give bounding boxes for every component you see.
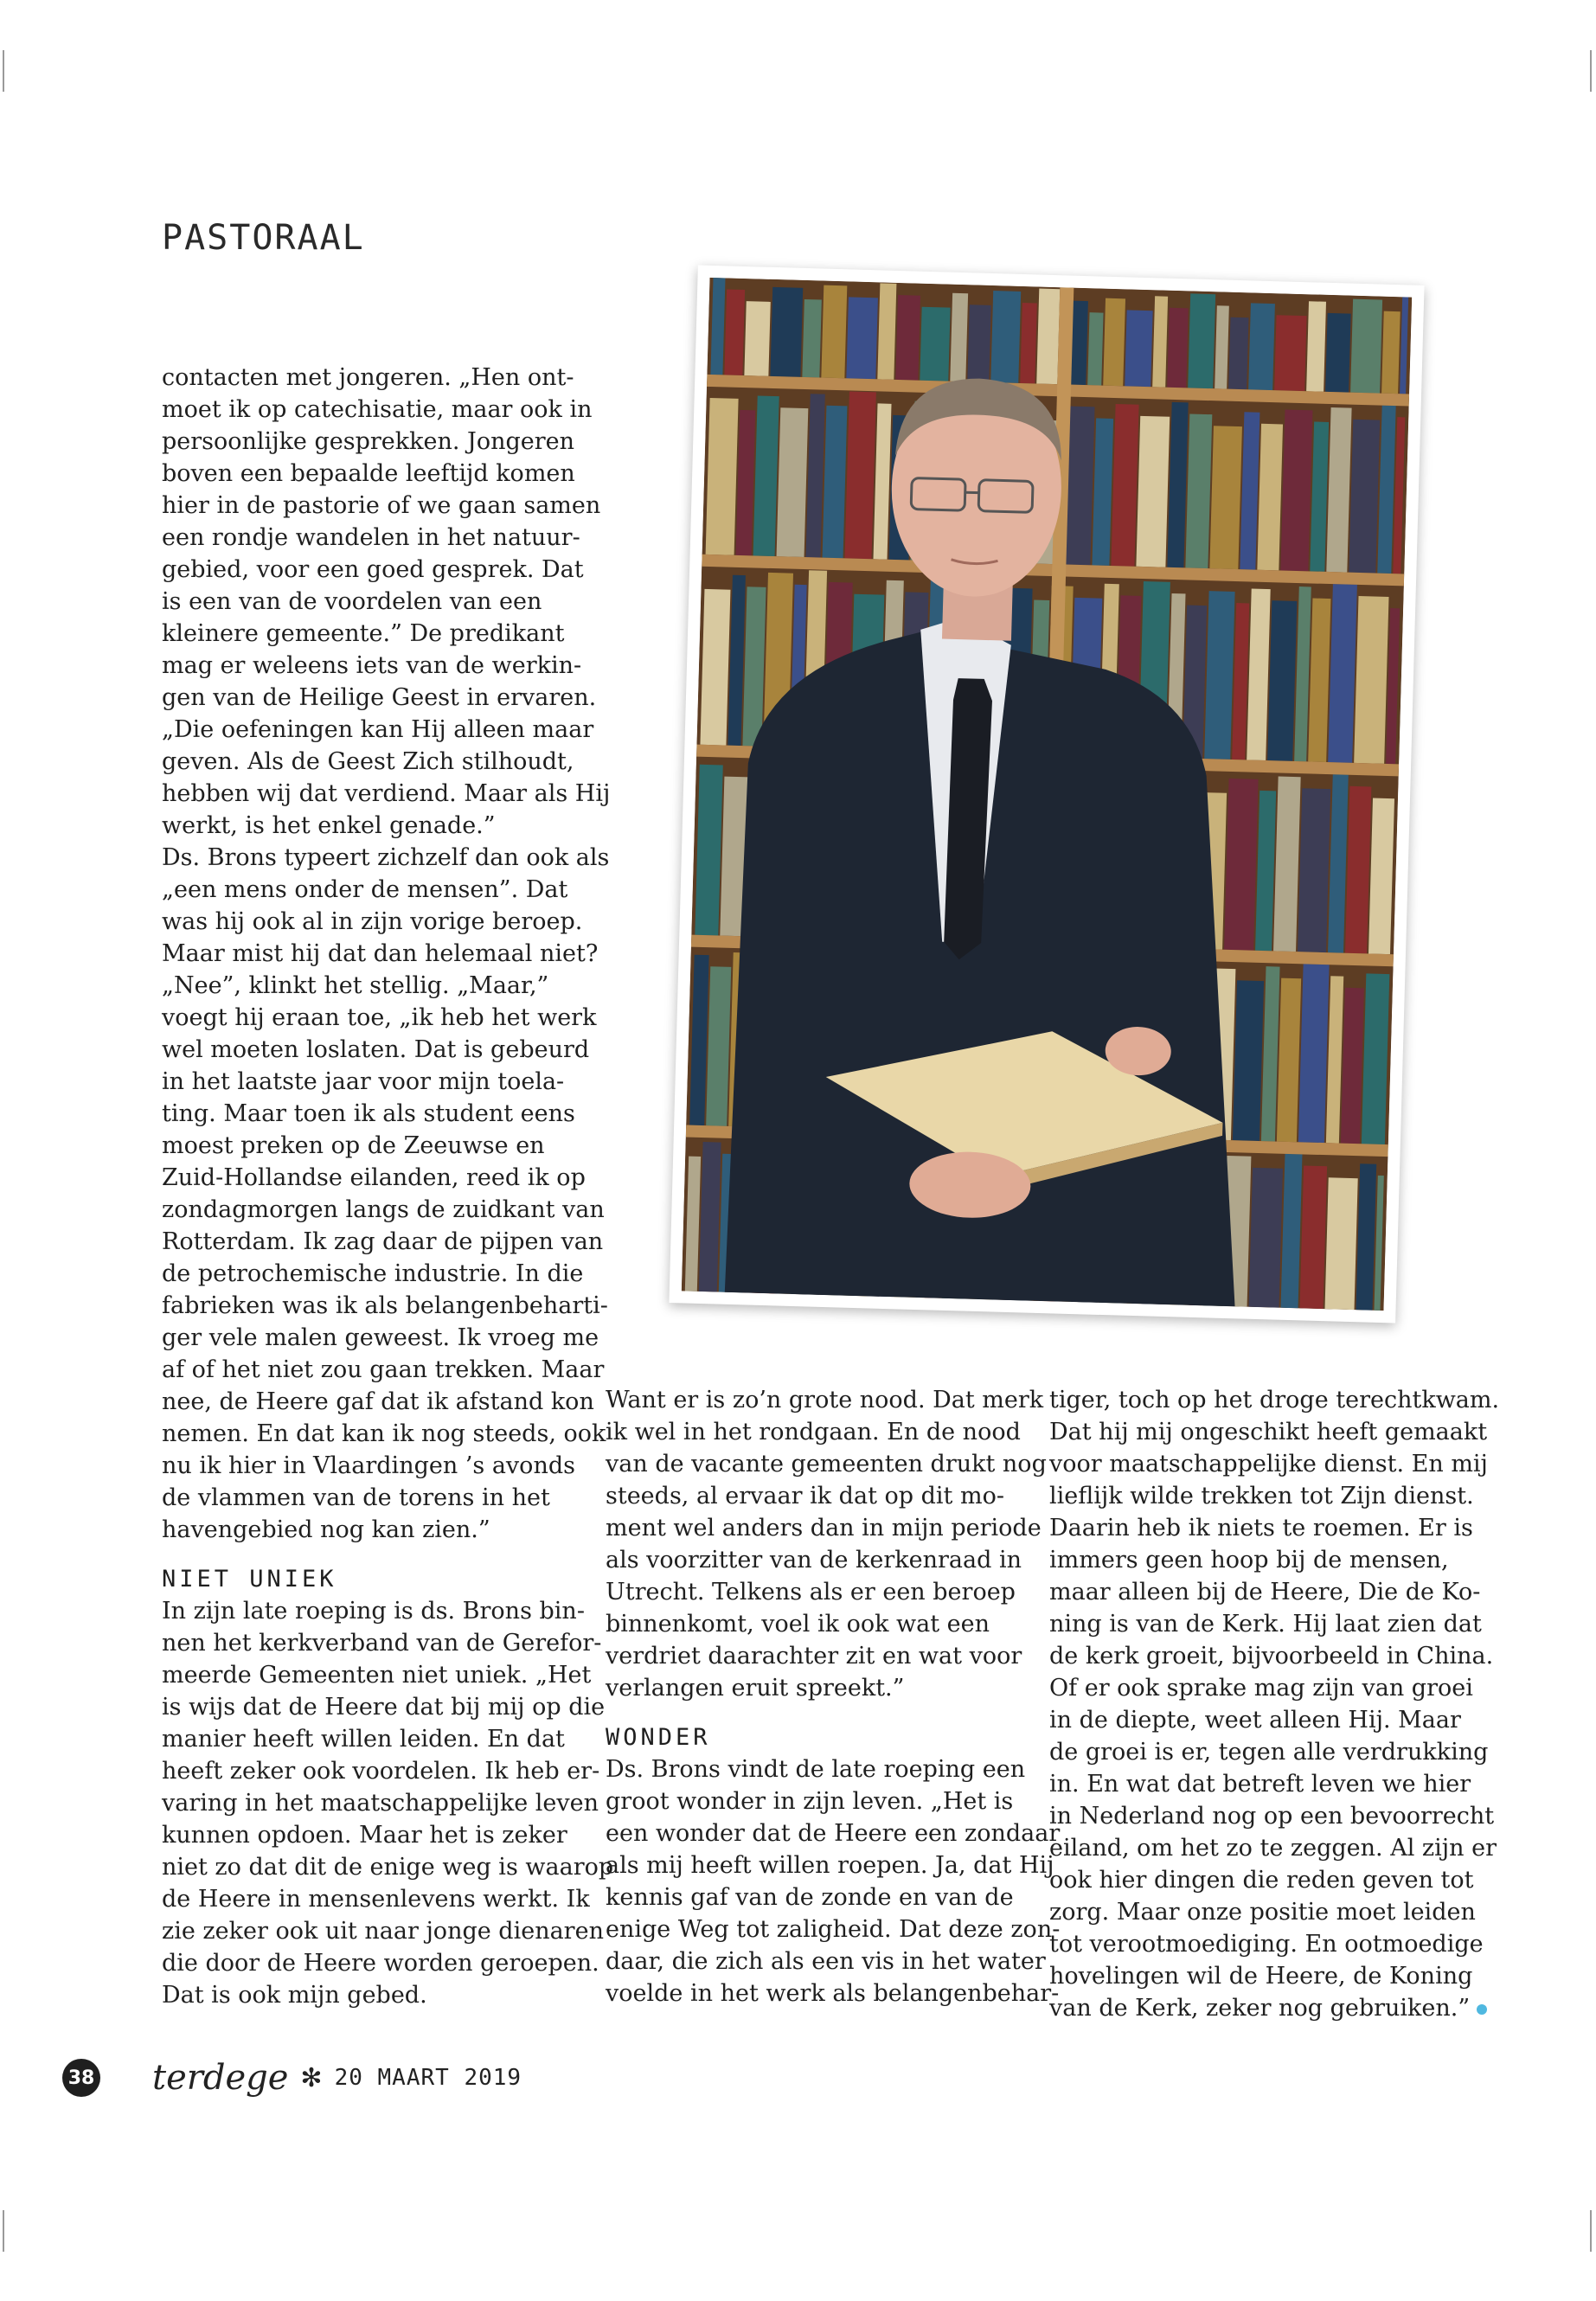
text-line: de petrochemische industrie. In die xyxy=(162,1260,584,1287)
book-spine xyxy=(1185,413,1212,568)
book-spine xyxy=(1215,305,1229,388)
book-spine xyxy=(1087,312,1103,385)
text-line: zorg. Maar onze positie moet leiden xyxy=(1049,1899,1476,1926)
text-line: zie zeker ook uit naar jonge dienaren xyxy=(162,1918,604,1945)
text-line: nu ik hier in Vlaardingen ’s avonds xyxy=(162,1452,575,1479)
book-spine xyxy=(1228,317,1248,390)
text-line: niet zo dat dit de enige weg is waarop xyxy=(162,1854,614,1881)
book-spine xyxy=(1300,1165,1328,1309)
book-spine xyxy=(845,391,876,559)
text-line: de kerk groeit, bijvoorbeeld in China. xyxy=(1049,1643,1494,1670)
text-line: lieflijk wilde trekken tot Zijn dienst. xyxy=(1049,1483,1474,1509)
book-spine xyxy=(1350,299,1382,394)
text-line: hier in de pastorie of we gaan samen xyxy=(162,492,601,519)
book-spine xyxy=(1188,293,1215,388)
text-line: in het laatste jaar voor mijn toela- xyxy=(162,1068,565,1095)
book-spine xyxy=(1298,964,1330,1143)
text-line: een wonder dat de Heere een zondaar xyxy=(606,1820,1061,1847)
book-spine xyxy=(895,295,920,381)
text-line: hovelingen wil de Heere, de Koning xyxy=(1049,1963,1473,1990)
text-line: manier heeft willen leiden. En dat xyxy=(162,1726,565,1753)
text-line: tiger, toch op het droge terechtkwam. xyxy=(1049,1387,1500,1413)
text-line: „Nee”, klinkt het stellig. „Maar,” xyxy=(162,972,549,999)
book-spine xyxy=(1349,420,1380,574)
text-line: persoonlijke gesprekken. Jongeren xyxy=(162,428,575,455)
text-line: zondagmorgen langs de zuidkant van xyxy=(162,1196,605,1223)
text-line: eiland, om het zo te zeggen. Al zijn er xyxy=(1049,1835,1497,1862)
text-line: heeft zeker ook voordelen. Ik heb er- xyxy=(162,1758,600,1785)
book-spine xyxy=(1298,788,1330,952)
section-label: PASTORAAL xyxy=(162,218,365,258)
text-line: ger vele malen geweest. Ik vroeg me xyxy=(162,1324,599,1351)
end-mark-icon xyxy=(1477,2004,1487,2015)
text-column-2 xyxy=(606,1384,1061,2009)
text-line: „Die oefeningen kan Hij alleen maar xyxy=(162,716,594,743)
text-line: fabrieken was ik als belangenbeharti- xyxy=(162,1292,608,1319)
book-spine xyxy=(1036,289,1060,385)
book-spine xyxy=(1209,426,1242,569)
text-line: is een van de voordelen van een xyxy=(162,588,542,615)
text-line: contacten met jongeren. „Hen ont- xyxy=(162,364,574,391)
text-line: Rotterdam. Ik zag daar de pijpen van xyxy=(162,1228,604,1255)
book-spine xyxy=(1306,301,1326,392)
text-line: ting. Maar toen ik als student eens xyxy=(162,1100,575,1127)
book-spine xyxy=(753,395,779,556)
book-spine xyxy=(846,297,878,379)
text-line: ik wel in het rondgaan. En de nood xyxy=(606,1419,1021,1445)
column-3-paragraph xyxy=(1049,1384,1500,2024)
book-spine xyxy=(1280,410,1312,572)
text-line: verlangen eruit spreekt.” xyxy=(606,1675,905,1702)
portrait-photo xyxy=(669,266,1424,1324)
text-line: Ds. Brons vindt de late roeping een xyxy=(606,1756,1026,1783)
text-line: steeds, al ervaar ik dat op dit mo- xyxy=(606,1483,1004,1509)
book-spine xyxy=(1152,296,1168,387)
crop-mark-top-left xyxy=(3,50,4,92)
book-spine xyxy=(724,289,745,375)
text-line: enige Weg tot zaligheid. Dat deze zon- xyxy=(606,1916,1061,1943)
text-line: nen het kerkverband van de Gerefor- xyxy=(162,1630,602,1657)
text-line: immers geen hoop bij de mensen, xyxy=(1049,1547,1449,1574)
text-line: tot verootmoediging. En ootmoedige xyxy=(1049,1931,1484,1958)
crop-mark-bottom-left xyxy=(3,2210,4,2252)
text-line: van de vacante gemeenten drukt nog xyxy=(606,1451,1047,1477)
book-spine xyxy=(1354,596,1388,764)
book-spine xyxy=(744,301,770,376)
text-line: de Heere in mensenlevens werkt. Ik xyxy=(162,1886,590,1913)
text-line: moest preken op de Zeeuwse en xyxy=(162,1132,545,1159)
column-1-paragraph-2 xyxy=(162,1595,614,2011)
book-spine xyxy=(802,299,822,378)
book-spine xyxy=(1103,298,1125,387)
text-line: Ds. Brons typeert zichzelf dan ook als xyxy=(162,844,610,871)
text-line: Maar mist hij dat dan helemaal niet? xyxy=(162,940,599,967)
page-footer xyxy=(62,2059,522,2097)
text-line: groot wonder in zijn leven. „Het is xyxy=(606,1788,1014,1815)
book-spine xyxy=(1233,980,1264,1141)
text-line: de groei is er, tegen alle verdrukking xyxy=(1049,1739,1489,1766)
text-line: werkt, is het enkel genade.” xyxy=(162,812,496,839)
text-line: in. En wat dat betreft leven we hier xyxy=(1049,1771,1471,1798)
book-spine xyxy=(1381,311,1401,394)
text-line: een rondje wandelen in het natuur- xyxy=(162,524,580,551)
text-column-1 xyxy=(162,362,614,2011)
book-spine xyxy=(706,966,731,1126)
book-spine xyxy=(967,304,990,382)
text-line: geven. Als de Geest Zich stilhoudt, xyxy=(162,748,574,775)
book-spine xyxy=(1328,584,1357,763)
book-spine xyxy=(695,765,722,936)
book-spine xyxy=(1274,315,1306,391)
text-line: verdriet daarachter zit en wat voor xyxy=(606,1643,1022,1670)
text-line: voegt hij eraan toe, „ik heb het werk xyxy=(162,1004,597,1031)
text-line: moet ik op catechisatie, maar ook in xyxy=(162,396,593,423)
book-spine xyxy=(1368,798,1394,955)
book-spine xyxy=(821,285,847,379)
crop-mark-top-right xyxy=(1590,50,1592,92)
book-spine xyxy=(1204,591,1234,760)
text-line: gebied, voor een goed gesprek. Dat xyxy=(162,556,584,583)
text-line: maar alleen bij de Heere, Die de Ko- xyxy=(1049,1579,1481,1606)
text-line: af of het niet zou gaan trekken. Maar xyxy=(162,1356,605,1383)
text-line: Dat is ook mijn gebed. xyxy=(162,1982,427,2009)
text-line: is wijs dat de Heere dat bij mij op die xyxy=(162,1694,606,1721)
book-spine xyxy=(700,589,730,746)
text-line: wel moeten loslaten. Dat is gebeurd xyxy=(162,1036,590,1063)
book-spine xyxy=(1257,424,1283,571)
text-line: Dat hij mij ongeschikt heeft gemaakt xyxy=(1049,1419,1488,1445)
book-spine xyxy=(1267,600,1297,761)
book-spine xyxy=(823,406,848,559)
text-line: voor maatschappelijke dienst. En mij xyxy=(1049,1451,1488,1477)
text-line: ning is van de Kerk. Hij laat zien dat xyxy=(1049,1611,1482,1638)
text-line: als voorzitter van de kerkenraad in xyxy=(606,1547,1022,1574)
text-line: in Nederland nog op een bevoorrecht xyxy=(1049,1803,1495,1830)
page-number: 38 xyxy=(62,2059,100,2097)
text-line: In zijn late roeping is ds. Brons bin- xyxy=(162,1598,585,1625)
text-line: mag er weleens iets van de werkin- xyxy=(162,652,582,679)
book-spine xyxy=(1111,404,1138,567)
text-line: kennis gaf van de zonde en van de xyxy=(606,1884,1014,1911)
text-line: van de Kerk, zeker nog gebruiken.” xyxy=(1049,1992,1465,2024)
text-line: nee, de Heere gaf dat ik afstand kon xyxy=(162,1388,594,1415)
crop-mark-bottom-right xyxy=(1590,2210,1592,2252)
issue-date: 20 MAART 2019 xyxy=(334,2065,522,2091)
text-line: binnenkomt, voel ik ook wat een xyxy=(606,1611,990,1638)
book-spine xyxy=(1325,313,1351,393)
text-line: Of er ook sprake mag zijn van groei xyxy=(1049,1675,1473,1702)
portrait-illustration xyxy=(682,278,1412,1311)
book-spine xyxy=(1167,308,1189,388)
book-spine xyxy=(1020,303,1037,383)
book-spine xyxy=(1248,303,1275,390)
text-line: Utrecht. Telkens als er een beroep xyxy=(606,1579,1016,1606)
book-spine xyxy=(706,398,739,555)
book-spine xyxy=(1136,416,1170,567)
book-spine xyxy=(1325,1177,1358,1310)
text-line: varing in het maatschappelijke leven xyxy=(162,1790,599,1817)
text-line: kleinere gemeente.” De predikant xyxy=(162,620,565,647)
column-1-paragraph xyxy=(162,362,611,1546)
book-spine xyxy=(877,283,896,379)
text-line: als mij heeft willen roepen. Ja, dat Hij xyxy=(606,1852,1054,1879)
text-line: hebben wij dat verdiend. Maar als Hij xyxy=(162,780,611,807)
text-line: gen van de Heilige Geest in ervaren. xyxy=(162,684,597,711)
text-line: de vlammen van de torens in het xyxy=(162,1484,550,1511)
book-spine xyxy=(1224,779,1259,951)
text-line: havengebied nog kan zien.” xyxy=(162,1516,490,1543)
text-line: boven een bepaalde leeftijd komen xyxy=(162,460,575,487)
text-line: voelde in het werk als belangenbehar- xyxy=(606,1980,1060,2007)
text-line: Want er is zo’n grote nood. Dat merk xyxy=(606,1387,1044,1413)
text-line: daar, die zich als een vis in het water xyxy=(606,1948,1046,1975)
text-line: nemen. En dat kan ik nog steeds, ook xyxy=(162,1420,606,1447)
book-spine xyxy=(950,293,968,381)
text-column-3 xyxy=(1049,1384,1500,2024)
magazine-logo: terdege xyxy=(152,2058,289,2098)
text-line: Zuid-Hollandse eilanden, reed ik op xyxy=(162,1164,586,1191)
column-2-paragraph xyxy=(606,1384,1047,1704)
text-line: meerde Gemeenten niet uniek. „Het xyxy=(162,1662,592,1689)
book-spine xyxy=(770,287,803,377)
text-line: „een mens onder de mensen”. Dat xyxy=(162,876,568,903)
text-line: in de diepte, weet alleen Hij. Maar xyxy=(1049,1707,1461,1734)
subhead-wonder: WONDER xyxy=(606,1724,711,1751)
text-line: die door de Heere worden geroepen. xyxy=(162,1950,599,1977)
book-spine xyxy=(1125,310,1152,387)
book-spine xyxy=(1249,1168,1283,1308)
text-line: ook hier dingen die reden geven tot xyxy=(1049,1867,1474,1894)
subhead-niet-uniek: NIET UNIEK xyxy=(162,1566,337,1593)
text-line: kunnen opdoen. Maar het is zeker xyxy=(162,1822,567,1849)
book-spine xyxy=(1362,973,1389,1144)
column-2-paragraph-2 xyxy=(606,1753,1061,2009)
book-spine xyxy=(990,291,1021,383)
book-spine xyxy=(920,307,950,381)
asterisk-icon: ✻ xyxy=(300,2062,323,2093)
text-line: was hij ook al in zijn vorige beroep. xyxy=(162,908,583,935)
text-line: ment wel anders dan in mijn periode xyxy=(606,1515,1042,1541)
text-line: Daarin heb ik niets te roemen. Er is xyxy=(1049,1515,1473,1541)
book-spine xyxy=(777,407,809,557)
